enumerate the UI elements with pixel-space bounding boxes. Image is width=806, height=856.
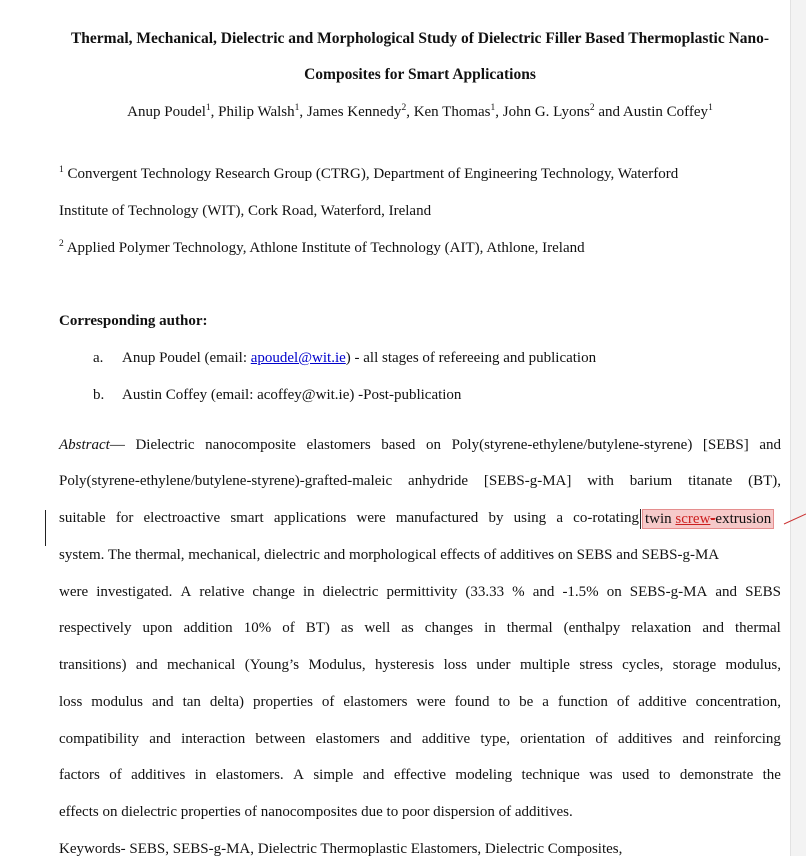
author-affiliation-mark: 2 <box>401 103 407 113</box>
author-name: John G. Lyons <box>502 104 590 120</box>
text-cursor <box>640 509 641 529</box>
author-separator: , <box>299 104 307 120</box>
abstract-line-10: factors of additives in elastomers. A simple and effective modeling technique was used to demonstrate the <box>59 767 781 783</box>
word-extrusion: extrusion <box>715 511 772 527</box>
author-separator: , <box>495 104 503 120</box>
paper-title-line-1: Thermal, Mechanical, Dielectric and Morphological Study of Dielectric Filler Based Thermoplastic Nano- <box>70 30 770 47</box>
abstract-dash: — <box>109 437 125 453</box>
corresponding-author-heading: Corresponding author: <box>59 313 208 329</box>
author-separator: , <box>406 104 414 120</box>
change-bar <box>45 510 46 546</box>
affiliation-2: $^2$ Applied Polymer Technology, Athlone Institute of Technology (AIT), Athlone, Ireland <box>59 239 585 256</box>
affiliation-1-line-1: $^1$ Convergent Technology Research Group (CTRG), Department of Engineering Technology, Waterford <box>59 165 679 182</box>
author-name: Austin Coffey <box>622 104 709 120</box>
email-link[interactable]: apoudel@wit.ie <box>250 350 346 366</box>
author-separator: , <box>210 104 219 120</box>
author-list <box>40 103 800 121</box>
author-name: Anup Poudel <box>127 104 206 120</box>
abstract-line-6: respectively upon addition 10% of BT) as well as changes in thermal (enthalpy relaxation and thermal <box>59 620 781 636</box>
abstract-label: Abstract <box>59 437 110 453</box>
abstract-line-1-text <box>59 436 781 454</box>
corresponding-author-a: Anup Poudel (email: apoudel@wit.ie) - all stages of refereeing and publication <box>122 350 597 366</box>
affiliation-1-line-2: Institute of Technology (WIT), Cork Road, Waterford, Ireland <box>59 203 432 219</box>
comment-connector <box>782 508 806 530</box>
abstract-line-4: system. The thermal, mechanical, dielectric and morphological effects of additives on SEBS and SEBS-g-MA <box>59 547 720 563</box>
author-affiliation-mark: 1 <box>708 103 713 113</box>
author-separator: and <box>594 104 623 120</box>
abstract-line-5: were investigated. A relative change in dielectric permittivity (33.33 % and -1.5% on SEBS-g-MA and SEBS <box>59 584 781 600</box>
abstract-line-11: effects on dielectric properties of nanocomposites due to poor dispersion of additives. <box>59 804 573 820</box>
list-marker-b: b. <box>93 387 105 403</box>
author-affiliation-mark: 1 <box>205 103 211 113</box>
author-affiliation-mark: 1 <box>490 103 496 113</box>
abstract-line-9: compatibility and interaction between elastomers and additive type, orientation of additives and reinforcing <box>59 731 781 747</box>
abstract-line-1-body: Dielectric nanocomposite elastomers based on Poly(styrene-ethylene/butylene-styrene) [SEBS] and <box>135 437 781 453</box>
abstract-line-3 <box>59 509 781 529</box>
author-affiliation-mark: 1 <box>294 103 300 113</box>
comment-margin <box>790 0 806 856</box>
keywords-line: Keywords- SEBS, SEBS-g-MA, Dielectric Thermoplastic Elastomers, Dielectric Composites, <box>59 841 623 856</box>
list-marker-a: a. <box>93 350 104 366</box>
abstract-line-8: loss modulus and tan delta) properties of elastomers were found to be a function of additive concentration, <box>59 694 781 710</box>
author-name: Philip Walsh <box>218 104 295 120</box>
word-twin: twin <box>645 511 672 527</box>
author-name: Ken Thomas <box>413 104 491 120</box>
abstract-line-7: transitions) and mechanical (Young’s Modulus, hysteresis loss under multiple stress cycles, storage modulus, <box>59 657 781 673</box>
abstract-line-1 <box>59 436 781 454</box>
paper-title-line-2: Composites for Smart Applications <box>304 66 536 83</box>
tracked-insertion: screw <box>675 511 711 527</box>
corresponding-author-b: Austin Coffey (email: acoffey@wit.ie) -Post-publication <box>122 387 462 403</box>
abstract-line-2: Poly(styrene-ethylene/butylene-styrene)-grafted-maleic anhydride [SEBS-g-MA] with barium titanate (BT), <box>59 473 781 489</box>
author-affiliation-mark: 2 <box>589 103 595 113</box>
abstract-line-3-text: suitable for electroactive smart applications were manufactured by using a co-rotating <box>59 510 639 526</box>
author-name: James Kennedy <box>306 104 402 120</box>
tracked-change-highlight[interactable] <box>642 509 774 529</box>
tracked-deletion: - <box>710 511 716 527</box>
